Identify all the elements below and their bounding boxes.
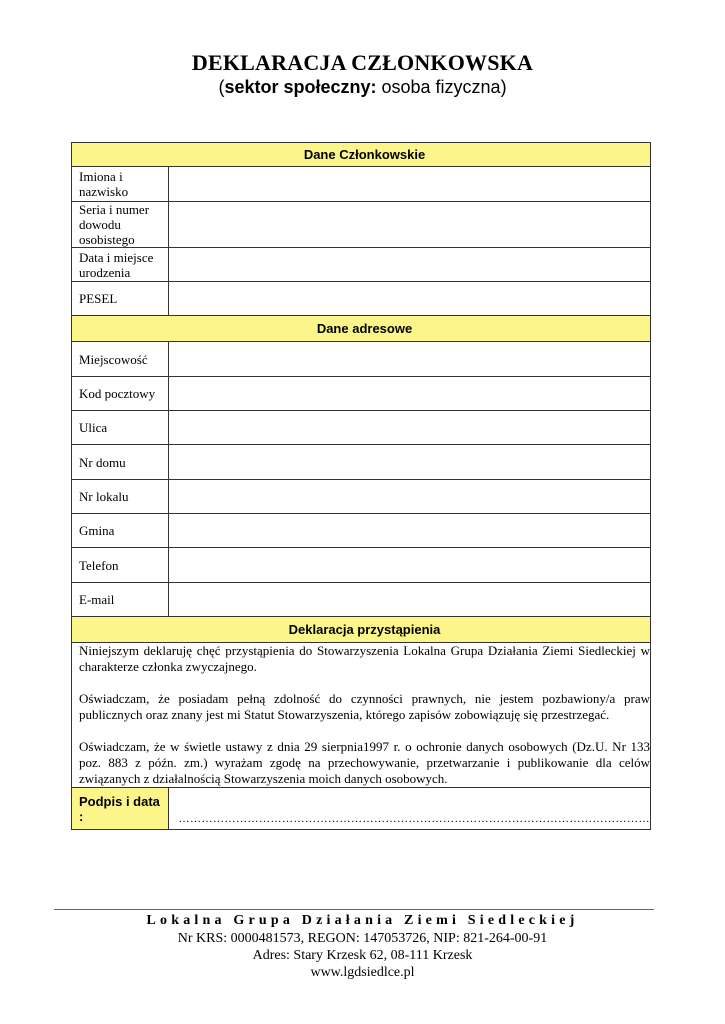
form-row xyxy=(72,411,651,445)
section-title-address: Dane adresowe xyxy=(72,316,651,342)
label-email: E-mail xyxy=(72,583,169,617)
field-house-number[interactable] xyxy=(168,445,651,480)
field-id-document[interactable] xyxy=(168,202,651,248)
form-row xyxy=(72,514,651,548)
subtitle-sector: sektor społeczny: xyxy=(224,77,377,97)
section-header-declaration xyxy=(72,617,651,643)
footer-organization: Lokalna Grupa Działania Ziemi Siedleckiej xyxy=(146,913,579,928)
signature-field[interactable]: …………………………………………………………………………………………………………… xyxy=(168,788,651,830)
form-row xyxy=(72,248,651,282)
field-email[interactable] xyxy=(168,583,651,617)
subtitle-open-paren: ( xyxy=(218,77,225,97)
declaration-paragraph: Oświadczam, że w świetle ustawy z dnia 29 sierpnia1997 r. o ochronie danych osobowych (Dz.U. Nr 133 poz. 883 z późn. zm.) wyrażam zgodę na przechowywanie, przetwarzanie i publikowanie dla celów związanych z działalnością Stowarzyszenia moich danych osobowych. xyxy=(79,739,650,786)
label-flat-number: Nr lokalu xyxy=(72,480,169,514)
label-street: Ulica xyxy=(72,411,169,445)
field-street[interactable] xyxy=(168,411,651,445)
signature-row xyxy=(72,788,651,830)
footer-website-link[interactable]: www.lgdsiedlce.pl xyxy=(310,965,415,980)
section-header-member xyxy=(72,143,651,167)
field-city[interactable] xyxy=(168,342,651,377)
document-subtitle xyxy=(0,77,725,98)
label-phone: Telefon xyxy=(72,548,169,583)
form-row xyxy=(72,445,651,480)
footer-address: Adres: Stary Krzesk 62, 08-111 Krzesk xyxy=(252,948,473,963)
section-title-declaration: Deklaracja przystąpienia xyxy=(72,617,651,643)
form-row xyxy=(72,342,651,377)
form-row xyxy=(72,282,651,316)
subtitle-person-type: osoba fizyczna) xyxy=(376,77,507,97)
declaration-paragraph: Niniejszym deklaruję chęć przystąpienia do Stowarzyszenia Lokalna Grupa Działania Ziemi Siedleckiej w charakterze członka zwyczajnego. xyxy=(79,643,650,674)
declaration-text xyxy=(72,643,651,788)
field-pesel[interactable] xyxy=(168,282,651,316)
declaration-paragraph: Oświadczam, że posiadam pełną zdolność do czynności prawnych, nie jestem pozbawiony/a praw publicznych oraz znany jest mi Statut Stowarzyszenia, którego zapisów zobowiązuję się przestrzegać. xyxy=(79,691,650,722)
form-row xyxy=(72,167,651,202)
declaration-text-row xyxy=(72,643,651,788)
field-phone[interactable] xyxy=(168,548,651,583)
label-names: Imiona i nazwisko xyxy=(72,167,169,202)
section-title-member: Dane Członkowskie xyxy=(72,143,651,167)
declaration-form xyxy=(71,142,651,830)
label-house-number: Nr domu xyxy=(72,445,169,480)
field-commune[interactable] xyxy=(168,514,651,548)
field-names[interactable] xyxy=(168,167,651,202)
label-id-document: Seria i numer dowodu osobistego xyxy=(72,202,169,248)
form-row xyxy=(72,377,651,411)
signature-label: Podpis i data : xyxy=(72,788,169,830)
field-postcode[interactable] xyxy=(168,377,651,411)
section-header-address xyxy=(72,316,651,342)
document-title: DEKLARACJA CZŁONKOWSKA xyxy=(191,50,534,75)
footer-registration-ids: Nr KRS: 0000481573, REGON: 147053726, NIP: 821-264-00-91 xyxy=(177,931,548,946)
label-city: Miejscowość xyxy=(72,342,169,377)
form-row xyxy=(72,583,651,617)
label-birth: Data i miejsce urodzenia xyxy=(72,248,169,282)
form-row xyxy=(72,202,651,248)
field-birth[interactable] xyxy=(168,248,651,282)
label-commune: Gmina xyxy=(72,514,169,548)
form-row xyxy=(72,480,651,514)
form-row xyxy=(72,548,651,583)
label-pesel: PESEL xyxy=(72,282,169,316)
footer-divider xyxy=(54,909,654,910)
label-postcode: Kod pocztowy xyxy=(72,377,169,411)
field-flat-number[interactable] xyxy=(168,480,651,514)
